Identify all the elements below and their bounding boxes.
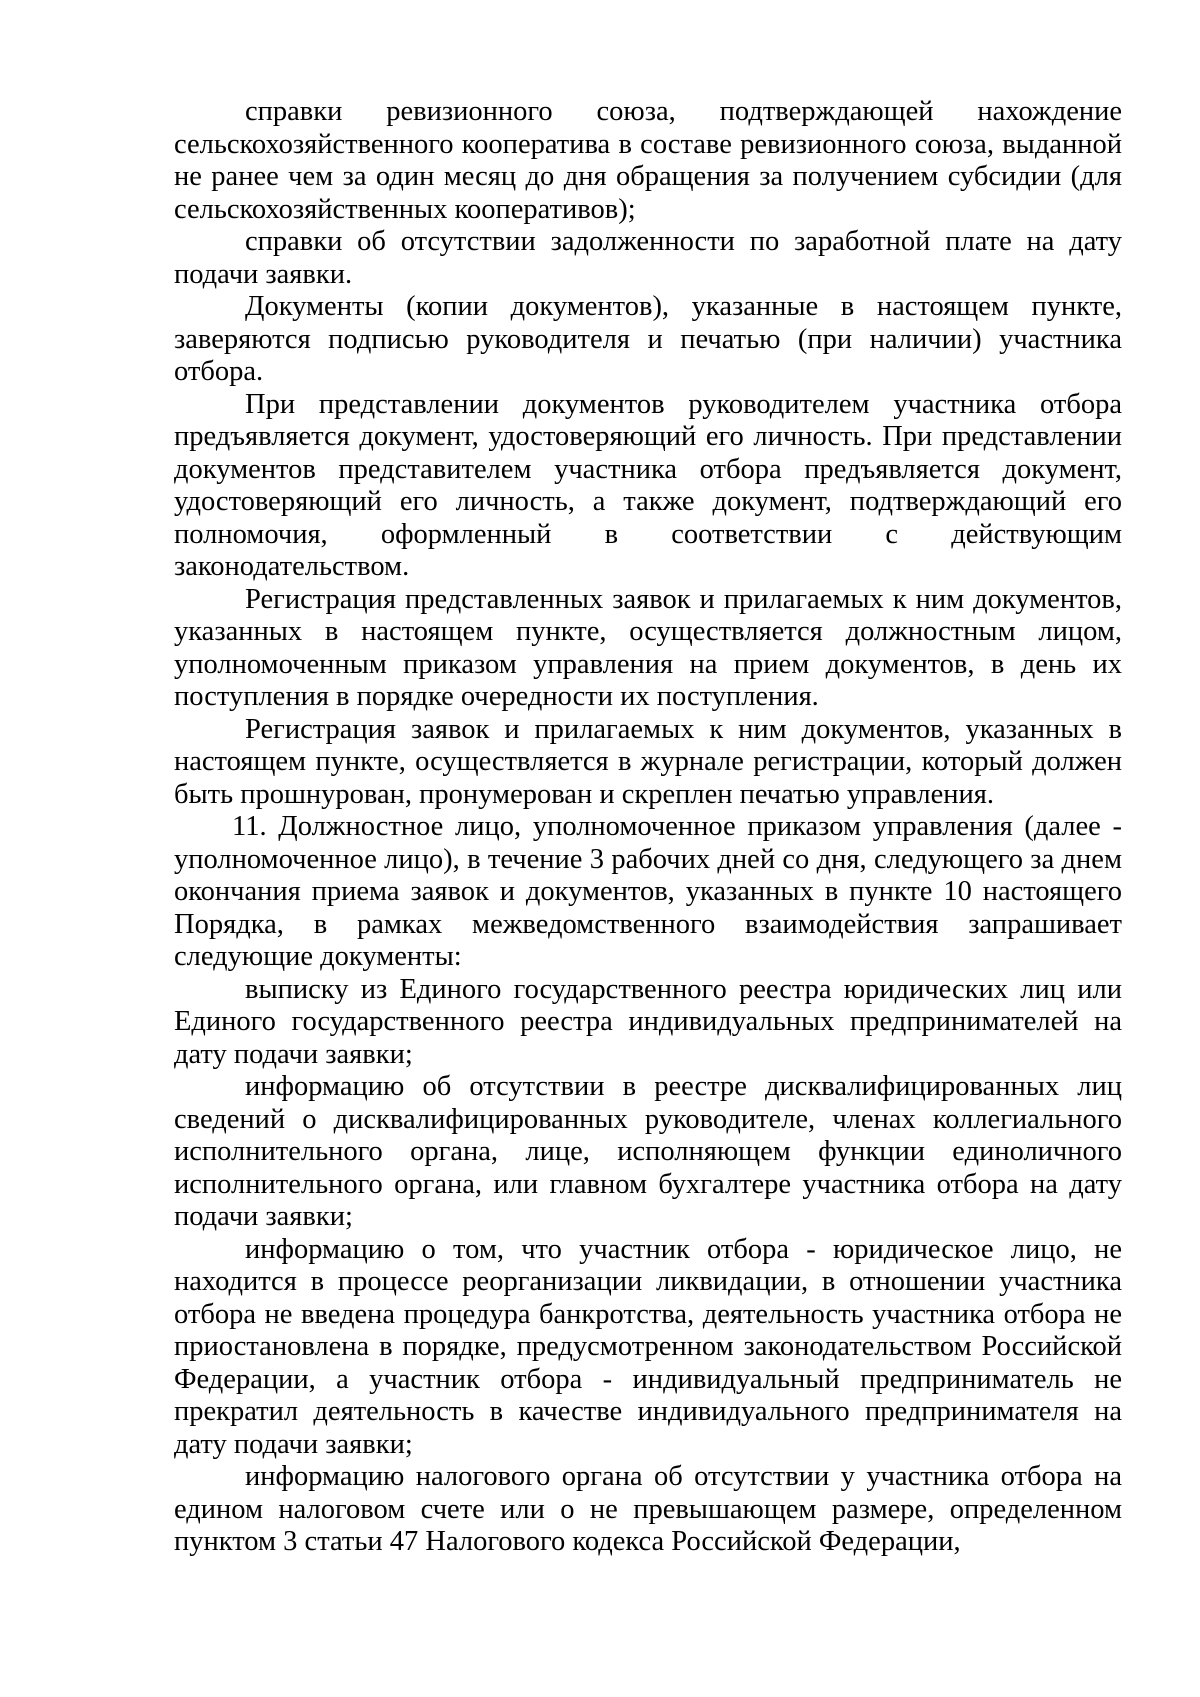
paragraph-state-register-extract: выписку из Единого государственного реестра юридических лиц или Единого государственного реестра индивидуальных предпринимателей на дату подачи заявки; (174, 973, 1122, 1070)
paragraph-item-11: 11. Должностное лицо, уполномоченное приказом управления (далее - уполномоченное лицо), в течение 3 рабочих дней со дня, следующего за днем окончания приема заявок и документов, указанных в пункте 10 настоящего Порядка, в рамках межведомственного взаимодействия запрашивает следующие документы: (174, 811, 1122, 972)
paragraph-revision-union-certificate: справки ревизионного союза, подтверждающей нахождение сельскохозяйственного кооператива в составе ревизионного союза, выданной не ранее чем за один месяц до дня обращения за получением субсидии (для сельскохозяйственных кооперативов); (174, 96, 1122, 225)
document-page (174, 96, 1122, 1559)
paragraph-salary-debt-certificate: справки об отсутствии задолженности по заработной плате на дату подачи заявки. (174, 226, 1122, 290)
paragraph-registration-of-applications: Регистрация представленных заявок и прилагаемых к ним документов, указанных в настоящем пункте, осуществляется должностным лицом, уполномоченным приказом управления на прием документов, в день их поступления в порядке очередности их поступления. (174, 583, 1122, 712)
paragraph-registration-journal: Регистрация заявок и прилагаемых к ним документов, указанных в настоящем пункте, осуществляется в журнале регистрации, который должен быть прошнурован, пронумерован и скреплен печатью управления. (174, 713, 1122, 810)
paragraph-identity-presentation: При представлении документов руководителем участника отбора предъявляется документ, удостоверяющий его личность. При представлении документов представителем участника отбора предъявляется документ, удостоверяющий его личность, а также документ, подтверждающий его полномочия, оформленный в соответствии с действующим законодательством. (174, 388, 1122, 582)
paragraph-documents-certification: Документы (копии документов), указанные в настоящем пункте, заверяются подписью руководителя и печатью (при наличии) участника отбора. (174, 291, 1122, 387)
paragraph-disqualified-persons-info: информацию об отсутствии в реестре дисквалифицированных лиц сведений о дисквалифицированных руководителе, членах коллегиального исполнительного органа, лице, исполняющем функции единоличного исполнительного органа, или главном бухгалтере участника отбора на дату подачи заявки; (174, 1071, 1122, 1232)
paragraph-tax-authority-info: информацию налогового органа об отсутствии у участника отбора на едином налоговом счете или о не превышающем размере, определенном пунктом 3 статьи 47 Налогового кодекса Российской Федерации, (174, 1461, 1122, 1557)
paragraph-reorganization-info: информацию о том, что участник отбора - юридическое лицо, не находится в процессе реорганизации ликвидации, в отношении участника отбора не введена процедура банкротства, деятельность участника отбора не приостановлена в порядке, предусмотренном законодательством Российской Федерации, а участник отбора - индивидуальный предприниматель не прекратил деятельность в качестве индивидуального предпринимателя на дату подачи заявки; (174, 1233, 1122, 1460)
